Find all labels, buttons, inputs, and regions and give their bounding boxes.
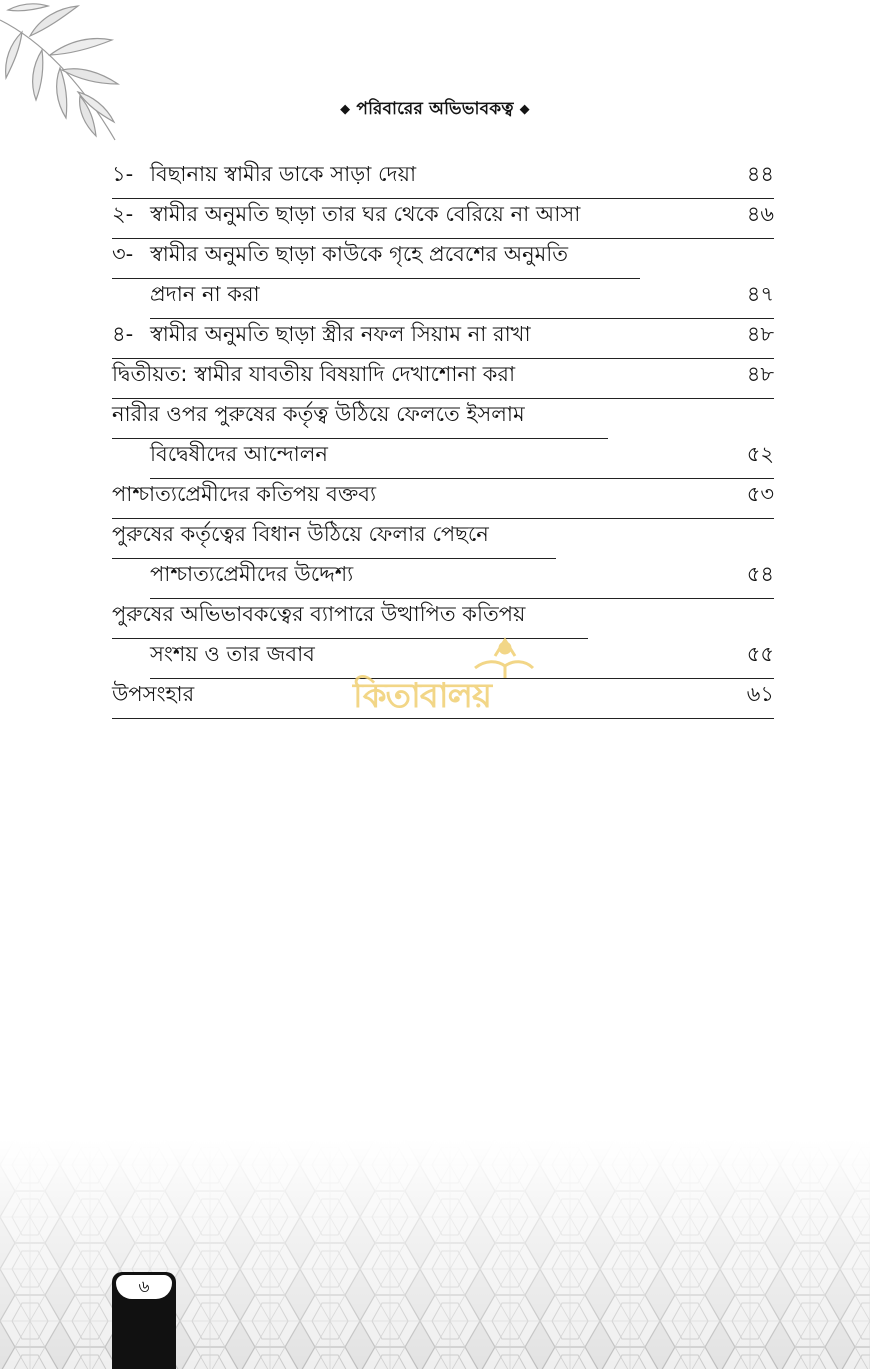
toc-page: ৪৪ (746, 162, 774, 186)
toc-title: উপসংহার (112, 682, 195, 706)
toc-title: স্বামীর অনুমতি ছাড়া কাউকে গৃহে প্রবেশের অনুমতি (150, 242, 569, 266)
toc-title: স্বামীর অনুমতি ছাড়া তার ঘর থেকে বেরিয়ে না আসা (150, 202, 581, 226)
page-number: ৬ (116, 1275, 172, 1299)
toc-row-continued (112, 280, 774, 320)
toc-title: নারীর ওপর পুরুষের কর্তৃত্ব উঠিয়ে ফেলতে ইসলাম (112, 402, 525, 426)
table-of-contents (112, 160, 774, 720)
toc-row (112, 680, 774, 720)
toc-row (112, 240, 774, 280)
toc-row-continued (112, 560, 774, 600)
toc-row (112, 520, 774, 560)
bullet-left-icon: ◆ (340, 102, 351, 117)
toc-row (112, 160, 774, 200)
toc-title: বিদ্বেষীদের আন্দোলন (150, 442, 328, 466)
toc-row (112, 600, 774, 640)
toc-page: ৪৮ (746, 322, 774, 346)
toc-row (112, 320, 774, 360)
toc-title: পাশ্চাত্যপ্রেমীদের উদ্দেশ্য (150, 562, 354, 586)
toc-row (112, 480, 774, 520)
underline (112, 718, 774, 719)
toc-row-continued (112, 440, 774, 480)
toc-row (112, 400, 774, 440)
toc-title: পুরুষের অভিভাবকত্বের ব্যাপারে উত্থাপিত কতিপয় (112, 602, 526, 626)
toc-title: সংশয় ও তার জবাব (150, 642, 315, 666)
page-number-tab (112, 1272, 176, 1369)
toc-title: প্রদান না করা (150, 282, 260, 306)
toc-page: ৫৫ (746, 642, 774, 666)
header-title: পরিবারের অভিভাবকত্ব (356, 99, 514, 119)
toc-number: ৩- (112, 242, 134, 266)
toc-row (112, 200, 774, 240)
toc-row-continued (112, 640, 774, 680)
toc-page: ৬১ (746, 682, 774, 706)
toc-page: ৫২ (746, 442, 774, 466)
toc-title: বিছানায় স্বামীর ডাকে সাড়া দেয়া (150, 162, 417, 186)
toc-title: পুরুষের কর্তৃত্বের বিধান উঠিয়ে ফেলার পেছনে (112, 522, 489, 546)
toc-page: ৪৮ (746, 362, 774, 386)
toc-page: ৪৬ (746, 202, 774, 226)
underline (150, 678, 774, 679)
watermark-text: কিতাবালয় (353, 676, 492, 716)
bullet-right-icon: ◆ (519, 102, 530, 117)
toc-title: পাশ্চাত্যপ্রেমীদের কতিপয় বক্তব্য (112, 482, 377, 506)
toc-number: ২- (112, 202, 134, 226)
toc-title: স্বামীর অনুমতি ছাড়া স্ত্রীর নফল সিয়াম না রাখা (150, 322, 531, 346)
toc-number: ১- (112, 162, 134, 186)
leaf-branch-decoration (0, 0, 130, 150)
toc-page: ৫৪ (746, 562, 774, 586)
toc-number: ৪- (112, 322, 134, 346)
toc-page: ৫৩ (746, 482, 774, 506)
toc-title: দ্বিতীয়ত: স্বামীর যাবতীয় বিষয়াদি দেখাশোনা করা (112, 362, 516, 386)
toc-page: ৪৭ (746, 282, 774, 306)
running-header (0, 96, 870, 124)
toc-row (112, 360, 774, 400)
